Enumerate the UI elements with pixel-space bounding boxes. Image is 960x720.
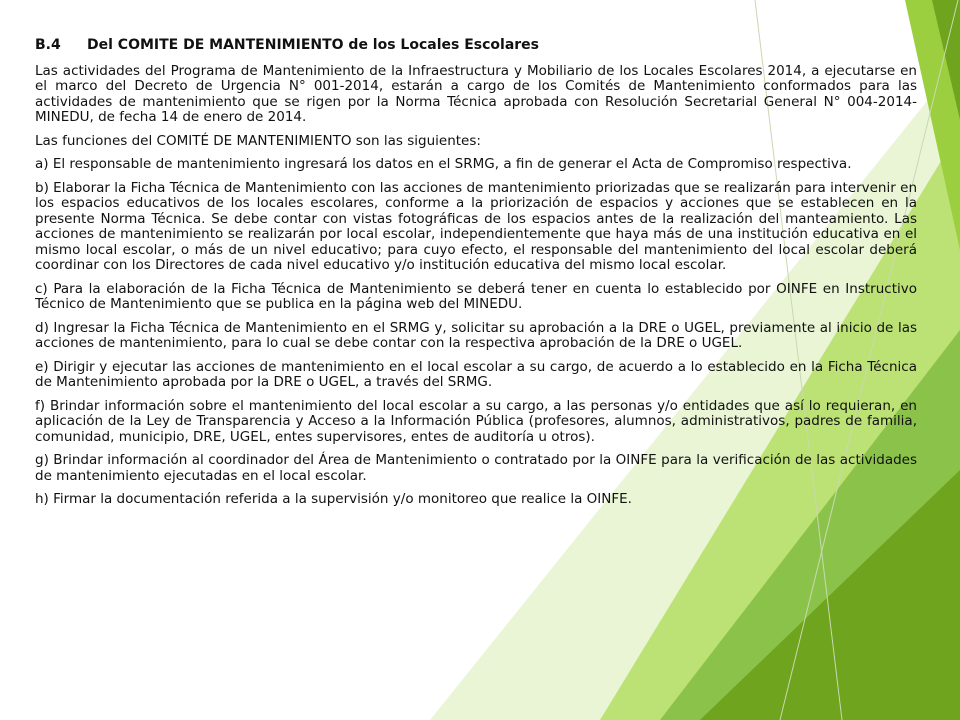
function-item-e: e) Dirigir y ejecutar las acciones de mantenimiento en el local escolar a su cargo, de acuerdo a lo establecido en la Ficha Técnica de Mantenimiento aprobada por la DRE o UGEL, a través del SRMG. <box>35 358 917 390</box>
document-text <box>35 38 917 516</box>
section-heading <box>35 38 917 54</box>
function-item-c: c) Para la elaboración de la Ficha Técnica de Mantenimiento se deberá tener en cuenta lo establecido por OINFE en Instructivo Técnico de Mantenimiento que se publica en la página web del MINEDU. <box>35 280 917 312</box>
section-number: B.4 <box>35 37 61 53</box>
section-title: Del COMITE DE MANTENIMIENTO de los Locales Escolares <box>87 37 540 53</box>
intro-paragraph: Las actividades del Programa de Mantenimiento de la Infraestructura y Mobiliario de los Locales Escolares 2014, a ejecutarse en el marco del Decreto de Urgencia N° 001-2014, estarán a cargo de los Comités de Mantenimiento conformados para las actividades de mantenimiento que se rigen por la Norma Técnica aprobada con Resolución Secretarial General N° 004-2014-MINEDU, de fecha 14 de enero de 2014. <box>35 62 917 125</box>
function-item-b: b) Elaborar la Ficha Técnica de Mantenimiento con las acciones de mantenimiento priorizadas que se realizarán para intervenir en los espacios educativos de los locales escolares, conforme a la priorización de espacios y acciones que se establecen en la presente Norma Técnica. Se debe contar con vistas fotográficas de los espacios antes de la realización del manteamiento. Las acciones de mantenimiento se realizarán por local escolar, independientemente que haya más de una institución educativa en el mismo local escolar, o más de un nivel educativo; para cuyo efecto, el responsable del mantenimiento del local escolar deberá coordinar con los Directores de cada nivel educativo y/o institución educativa del mismo local escolar. <box>35 179 917 273</box>
function-item-h: h) Firmar la documentación referida a la supervisión y/o monitoreo que realice la OINFE. <box>35 491 632 507</box>
function-item-a: a) El responsable de mantenimiento ingresará los datos en el SRMG, a fin de generar el Acta de Compromiso respectiva. <box>35 156 852 172</box>
function-item-d: d) Ingresar la Ficha Técnica de Mantenimiento en el SRMG y, solicitar su aprobación a la DRE o UGEL, previamente al inicio de las acciones de mantenimiento, para lo cual se debe contar con la respectiva aprobación de la DRE o UGEL. <box>35 319 917 351</box>
function-item-f: f) Brindar información sobre el mantenimiento del local escolar a su cargo, a las personas y/o entidades que así lo requieran, en aplicación de la Ley de Transparencia y Acceso a la Información Pública (profesores, alumnos, administrativos, padres de familia, comunidad, municipio, DRE, UGEL, entes supervisores, entes de auditoría u otros). <box>35 397 917 445</box>
function-item-g: g) Brindar información al coordinador del Área de Mantenimiento o contratado por la OINFE para la verificación de las actividades de mantenimiento ejecutadas en el local escolar. <box>35 452 917 484</box>
functions-intro: Las funciones del COMITÉ DE MANTENIMIENTO son las siguientes: <box>35 132 481 149</box>
